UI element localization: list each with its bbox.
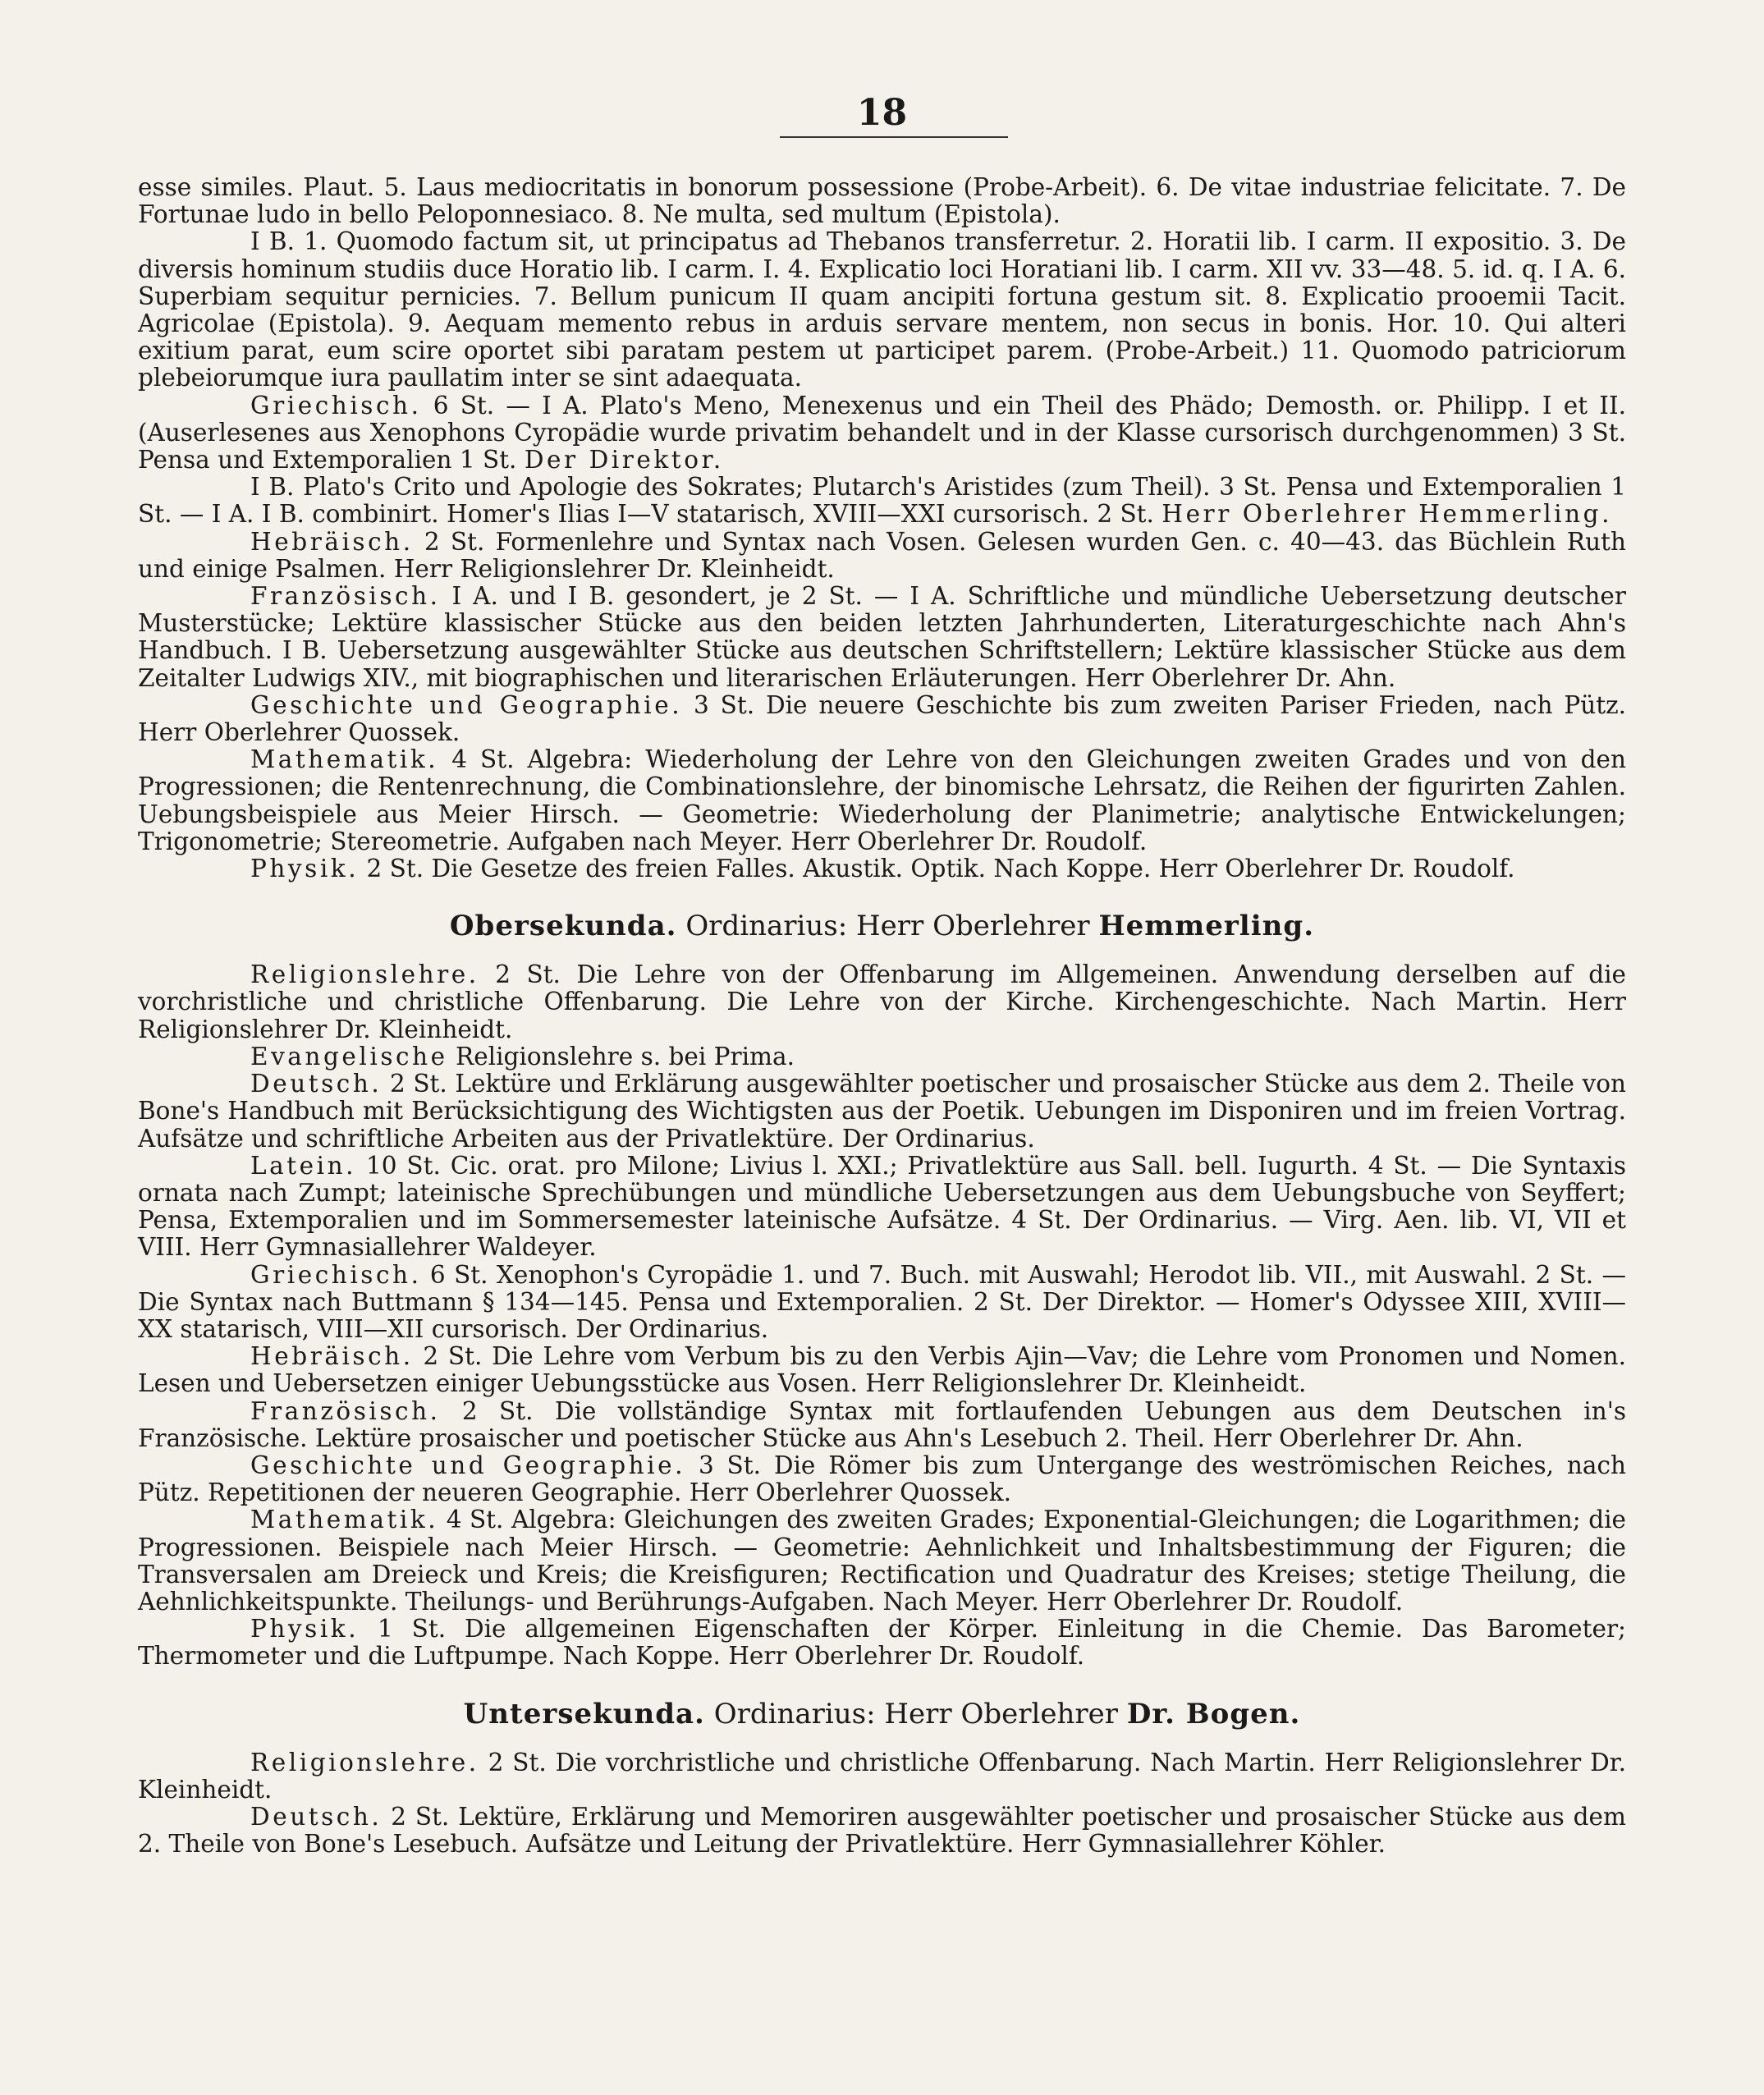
- subject-text: 2 St. Die vorchristliche und christliche Offenbarung. Nach Martin. Herr Religionslehrer Dr. Kleinheidt.: [138, 1748, 1626, 1804]
- obersekunda-german: [138, 1070, 1626, 1153]
- section-heading-obersekunda: [138, 907, 1626, 945]
- untersekunda-german: [138, 1804, 1626, 1858]
- obersekunda-hebrew: [138, 1343, 1626, 1397]
- subject-label: Religionslehre.: [250, 1748, 479, 1776]
- subject-text: 3 St. Die neuere Geschichte bis zum zweiten Pariser Frieden, nach Pütz. Herr Oberlehrer Quossek.: [138, 690, 1627, 747]
- subject-label: Deutsch.: [250, 1070, 383, 1098]
- teacher-title: Herr Oberlehrer: [856, 910, 1090, 943]
- subject-label: Französisch.: [250, 582, 441, 611]
- teacher-name: Herr Oberlehrer Hemmerling.: [1161, 500, 1613, 529]
- subject-text: 4 St. Algebra: Gleichungen des zweiten Grades; Exponential-Gleichungen; die Logarithmen; die Progressionen. Beispiele nach Meier Hirsch. — Geometrie: Aehnlichkeit und Inhaltsbestimmung der Figuren; die Transversalen am Dreieck und Kreis; die Kreisfiguren; Rectification und Quadratur des Kreises; stetige Theilung, die Aehnlichkeitspunkte. Theilungs- und Berührungs-Aufgaben. Nach Meyer. Herr Oberlehrer Dr. Roudolf.: [138, 1506, 1626, 1616]
- subject-label: Griechisch.: [250, 1260, 422, 1289]
- obersekunda-ev-religion: [138, 1043, 1626, 1070]
- subject-label: Deutsch.: [250, 1802, 383, 1831]
- subject-label: Französisch.: [250, 1396, 441, 1425]
- obersekunda-religion: [138, 961, 1626, 1043]
- subject-label: Geschichte und Geographie.: [250, 1451, 686, 1479]
- subject-text: 2 St. Die Lehre von der Offenbarung im Allgemeinen. Anwendung derselben auf die vorchristliche und christliche Offenbarung. Die Lehre von der Kirche. Kirchengeschichte. Nach Martin. Herr Religionslehrer Dr. Kleinheidt.: [138, 960, 1626, 1043]
- obersekunda-math: [138, 1506, 1626, 1616]
- prima-history: [138, 692, 1626, 746]
- subject-text: 4 St. Algebra: Wiederholung der Lehre von den Gleichungen zweiten Grades und von den Progressionen; die Rentenrechnung, die Combinationslehre, der binomische Lehrsatz, die Reihen der figurirten Zahlen. Uebungsbeispiele aus Meier Hirsch. — Geometrie: Wiederholung der Planimetrie; analytische Entwickelungen; Trigonometrie; Stereometrie. Aufgaben nach Meyer. Herr Oberlehrer Dr. Roudolf.: [138, 745, 1626, 855]
- obersekunda-greek: [138, 1262, 1626, 1344]
- untersekunda-religion: [138, 1749, 1626, 1804]
- subject-label: Hebräisch.: [250, 527, 414, 556]
- teacher-name: Hemmerling.: [1098, 910, 1315, 943]
- subject-text: 6 St. Xenophon's Cyropädie 1. und 7. Buch. mit Auswahl; Herodot lib. VII., mit Auswahl. 2 St. — Die Syntax nach Buttmann § 134—145. Pensa und Extemporalien. 2 St. Der Direktor. — Homer's Odyssee XIII, XVIII—XX statarisch, VIII—XII cursorisch. Der Ordinarius.: [138, 1260, 1626, 1343]
- subject-text: 2 St. Formenlehre und Syntax nach Vosen. Gelesen wurden Gen. c. 40—43. das Büchlein Ruth und einige Psalmen. Herr Religionslehrer Dr. Kleinheidt.: [138, 527, 1626, 583]
- subject-text: 6 St. — I A. Plato's Meno, Menexenus und ein Theil des Phädo; Demosth. or. Philipp. I et II. (Auserlesenes aus Xenophons Cyropädie wurde privatim behandelt und in der Klasse cursorisch durchgenommen) 3 St. Pensa und Extemporalien 1 St.: [138, 391, 1626, 474]
- subject-label: Latein.: [250, 1151, 357, 1180]
- subject-text: 10 St. Cic. orat. pro Milone; Livius l. XXI.; Privatlektüre aus Sall. bell. Iugurth. 4 St. — Die Syntaxis ornata nach Zumpt; lateinische Sprechübungen und mündliche Uebersetzungen aus dem Uebungsbuche von Seyffert; Pensa, Extemporalien und im Sommersemester lateinische Aufsätze. 4 St. Der Ordinarius. — Virg. Aen. lib. VI, VII et VIII. Herr Gymnasiallehrer Waldeyer.: [138, 1151, 1626, 1262]
- obersekunda-physics: [138, 1616, 1626, 1670]
- subject-text: 2 St. Lektüre, Erklärung und Memoriren ausgewählter poetischer und prosaischer Stücke aus dem 2. Theile von Bone's Lesebuch. Aufsätze und Leitung der Privatlektüre. Herr Gymnasiallehrer Köhler.: [138, 1802, 1626, 1859]
- prima-greek: [138, 392, 1626, 474]
- subject-label: Geschichte und Geographie.: [250, 690, 683, 719]
- prima-hebrew: [138, 529, 1626, 583]
- subject-label: Griechisch.: [250, 391, 422, 419]
- subject-text: Religionslehre s. bei Prima.: [456, 1042, 795, 1070]
- subject-text: 2 St. Lektüre und Erklärung ausgewählter poetischer und prosaischer Stücke aus dem 2. Theile von Bone's Handbuch mit Berücksichtigung des Wichtigsten aus der Poetik. Uebungen im Disponiren und im freien Vortrag. Aufsätze und schriftliche Arbeiten aus der Privatlektüre. Der Ordinarius.: [138, 1070, 1626, 1153]
- teacher-title: Herr Oberlehrer: [884, 1697, 1119, 1731]
- teacher-name: Der Direktor.: [524, 446, 724, 474]
- teacher-name: Dr. Bogen.: [1126, 1697, 1301, 1731]
- subject-label: Physik.: [250, 855, 360, 883]
- header-rule: [780, 136, 1008, 138]
- subject-text: 2 St. Die Lehre vom Verbum bis zu den Verbis Ajin—Vav; die Lehre vom Pronomen und Nomen. Lesen und Uebersetzen einiger Uebungsstücke aus Vosen. Herr Religionslehrer Dr. Kleinheidt.: [138, 1342, 1626, 1398]
- section-heading-untersekunda: [138, 1695, 1626, 1733]
- prima-latin-ib-topics: I B. 1. Quomodo factum sit, ut principatus ad Thebanos transferretur. 2. Horatii lib. I carm. II expositio. 3. De diversis hominum studiis duce Horatio lib. I carm. I. 4. Explicatio loci Horatiani lib. I carm. XII vv. 33—48. 5. id. q. I A. 6. Superbiam sequitur pernicies. 7. Bellum punicum II quam ancipiti fortuna gestum sit. 8. Explicatio prooemii Tacit. Agricolae (Epistola). 9. Aequam memento rebus in arduis servare mentem, non secus in bonis. Hor. 10. Qui alteri exitium parat, eum scire oportet sibi paratam pestem ut participet parem. (Probe-Arbeit.) 11. Quomodo patriciorum plebeiorumque iura paullatim inter se sint adaequata.: [138, 227, 1626, 392]
- subject-label: Hebräisch.: [250, 1342, 414, 1371]
- subject-text: I B. Plato's Crito und Apologie des Sokrates; Plutarch's Aristides (zum Theil). 3 St. Pensa und Extemporalien 1 St. — I A. I B. combinirt. Homer's Ilias I—V statarisch, XVIII—XXI cursorisch. 2 St.: [138, 473, 1626, 529]
- subject-label: Physik.: [250, 1615, 360, 1643]
- ordinarius-label: Ordinarius:: [685, 910, 848, 943]
- subject-label: Mathematik.: [250, 745, 439, 774]
- page-body: [138, 174, 1626, 1858]
- subject-label: Mathematik.: [250, 1506, 439, 1534]
- prima-greek-ib: [138, 474, 1626, 528]
- prima-math: [138, 746, 1626, 855]
- subject-text: 2 St. Die Gesetze des freien Falles. Akustik. Optik. Nach Koppe. Herr Oberlehrer Dr. Roudolf.: [366, 855, 1515, 883]
- subject-text: I A. und I B. gesondert, je 2 St. — I A. Schriftliche und mündliche Uebersetzung deutscher Musterstücke; Lektüre klassischer Stücke aus den beiden letzten Jahrhunderten, Literaturgeschichte nach Ahn's Handbuch. I B. Uebersetzung ausgewählter Stücke aus deutschen Schriftstellern; Lektüre klassischer Stücke aus dem Zeitalter Ludwigs XIV., mit biographischen und literarischen Erläuterungen. Herr Oberlehrer Dr. Ahn.: [138, 582, 1626, 692]
- prima-latin-topics-continued: esse similes. Plaut. 5. Laus mediocritatis in bonorum possessione (Probe-Arbeit). 6. De vitae industriae felicitate. 7. De Fortunae ludo in bello Peloponnesiaco. 8. Ne multa, sed multum (Epistola).: [138, 173, 1626, 229]
- subject-label: Evangelische: [250, 1042, 448, 1070]
- subject-text: 1 St. Die allgemeinen Eigenschaften der Körper. Einleitung in die Chemie. Das Barometer; Thermometer und die Luftpumpe. Nach Koppe. Herr Oberlehrer Dr. Roudolf.: [138, 1615, 1626, 1671]
- obersekunda-history: [138, 1452, 1626, 1506]
- prima-french: [138, 583, 1626, 692]
- subject-text: 3 St. Die Römer bis zum Untergange des weströmischen Reiches, nach Pütz. Repetitionen der neueren Geographie. Herr Oberlehrer Quossek.: [138, 1451, 1626, 1507]
- prima-physics: [138, 855, 1626, 882]
- class-name: Untersekunda.: [463, 1697, 705, 1731]
- page-number: 18: [856, 92, 908, 134]
- class-name: Obersekunda.: [449, 910, 677, 943]
- obersekunda-french: [138, 1398, 1626, 1452]
- subject-text: 2 St. Die vollständige Syntax mit fortlaufenden Uebungen aus dem Deutschen in's Französische. Lektüre prosaischer und poetischer Stücke aus Ahn's Lesebuch 2. Theil. Herr Oberlehrer Dr. Ahn.: [138, 1396, 1626, 1452]
- ordinarius-label: Ordinarius:: [713, 1697, 876, 1731]
- subject-label: Religionslehre.: [250, 960, 479, 989]
- obersekunda-latin: [138, 1153, 1626, 1262]
